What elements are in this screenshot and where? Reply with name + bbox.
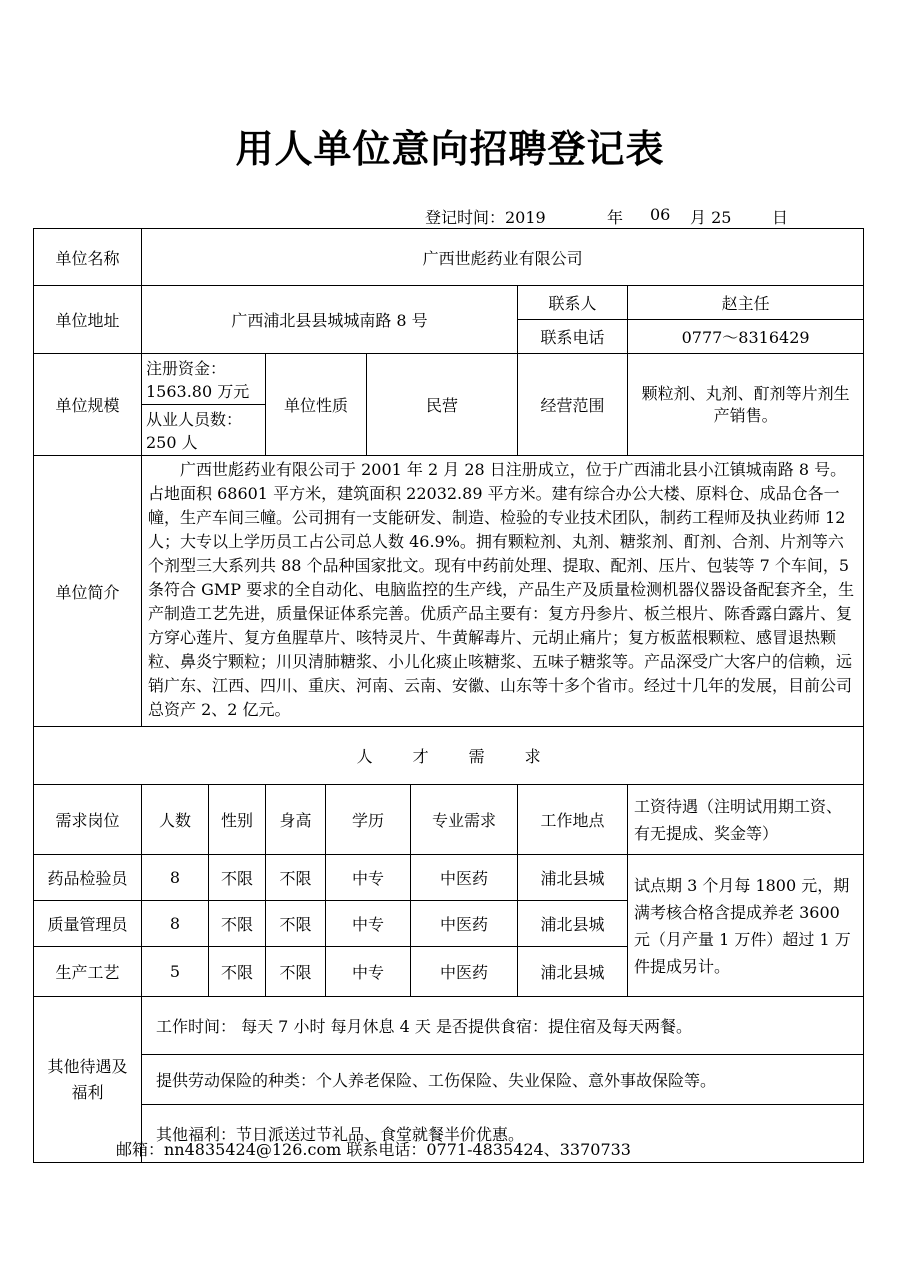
row-count: 8 xyxy=(142,855,209,901)
row-major: 中医药 xyxy=(411,855,518,901)
header-position: 需求岗位 xyxy=(34,785,142,855)
footer-contact: 邮箱：nn4835424@126.com 联系电话：0771-4835424、3370733 xyxy=(116,1140,631,1159)
business-scope: 颗粒剂、丸剂、酊剂等片剂生产销售。 xyxy=(628,354,864,456)
page-title: 用人单位意向招聘登记表 xyxy=(235,127,665,171)
unit-nature: 民营 xyxy=(367,354,518,456)
unit-nature-label: 单位性质 xyxy=(266,354,367,456)
row-gender: 不限 xyxy=(209,855,266,901)
unit-name-label: 单位名称 xyxy=(34,229,142,286)
salary-description: 试点期 3 个月每 1800 元，期满考核合格含提成养老 3600 元（月产量 1 万件）超过 1 万件提成另计。 xyxy=(628,855,864,997)
contact-person: 赵主任 xyxy=(628,286,864,320)
row-position: 生产工艺 xyxy=(34,947,142,997)
unit-address-label: 单位地址 xyxy=(34,286,142,354)
contact-label: 联系人 xyxy=(518,286,628,320)
row-count: 8 xyxy=(142,901,209,947)
registration-table xyxy=(33,228,864,1163)
row-height: 不限 xyxy=(266,947,326,997)
talent-section-title: 人才需求 xyxy=(34,727,864,785)
contact-phone: 0777～8316429 xyxy=(628,320,864,354)
row-height: 不限 xyxy=(266,855,326,901)
row-education: 中专 xyxy=(326,855,411,901)
header-education: 学历 xyxy=(326,785,411,855)
date-month: 06 xyxy=(650,205,671,224)
row-education: 中专 xyxy=(326,901,411,947)
row-position: 质量管理员 xyxy=(34,901,142,947)
unit-intro: 广西世彪药业有限公司于 2001 年 2 月 28 日注册成立，位于广西浦北县小江镇城南路 8 号。占地面积 68601 平方米，建筑面积 22032.89 平方米。建有综合办公大楼、原料仓、成品仓各一幢，生产车间三幢。公司拥有一支能研发、制造、检验的专业技术团队，制药工程师及执业药师 12 人；大专以上学历员工占公司总人数 46.9%。拥有颗粒剂、丸剂、糖浆剂、酊剂、合剂、片剂等六个剂型三大系列共 88 个品种国家批文。现有中药前处理、提取、配剂、压片、包装等 7 个车间，5 条符合 GMP 要求的全自动化、电脑监控的生产线，产品生产及质量检测机器仪器设备配套齐全，生产制造工艺先进，质量保证体系完善。优质产品主要有：复方丹参片、板兰根片、陈香露白露片、复方穿心莲片、复方鱼腥草片、咳特灵片、牛黄解毒片、元胡止痛片；复方板蓝根颗粒、感冒退热颗粒、鼻炎宁颗粒；川贝清肺糖浆、小儿化痰止咳糖浆、五味子糖浆等。产品深受广大客户的信赖，远销广东、江西、四川、重庆、河南、云南、安徽、山东等十多个省市。经过十几年的发展，目前公司总资产 2、2 亿元。 xyxy=(142,456,864,727)
employee-count: 从业人员数：250 人 xyxy=(142,405,266,456)
row-major: 中医药 xyxy=(411,947,518,997)
unit-name: 广西世彪药业有限公司 xyxy=(142,229,864,286)
registered-capital: 注册资金：1563.80 万元 xyxy=(142,354,266,405)
row-gender: 不限 xyxy=(209,901,266,947)
table-row xyxy=(34,855,864,901)
row-education: 中专 xyxy=(326,947,411,997)
unit-scale-label: 单位规模 xyxy=(34,354,142,456)
other-benefits: 其他福利：节日派送过节礼品、食堂就餐半价优惠。 xyxy=(142,1105,864,1163)
row-height: 不限 xyxy=(266,901,326,947)
row-location: 浦北县城 xyxy=(518,901,628,947)
row-major: 中医药 xyxy=(411,901,518,947)
header-salary: 工资待遇（注明试用期工资、有无提成、奖金等） xyxy=(628,785,864,855)
insurance-types: 提供劳动保险的种类：个人养老保险、工伤保险、失业保险、意外事故保险等。 xyxy=(142,1055,864,1105)
business-scope-label: 经营范围 xyxy=(518,354,628,456)
unit-intro-label: 单位简介 xyxy=(34,456,142,727)
work-time: 工作时间： 每天 7 小时 每月休息 4 天 是否提供食宿：提住宿及每天两餐。 xyxy=(142,997,864,1055)
date-year-sep: 年 xyxy=(607,208,624,227)
date-label: 登记时间：2019 xyxy=(425,208,546,227)
benefits-label: 其他待遇及福利 xyxy=(34,997,142,1163)
date-day-sep: 日 xyxy=(772,208,789,227)
row-gender: 不限 xyxy=(209,947,266,997)
unit-address: 广西浦北县县城城南路 8 号 xyxy=(142,286,518,354)
header-location: 工作地点 xyxy=(518,785,628,855)
header-gender: 性别 xyxy=(209,785,266,855)
row-count: 5 xyxy=(142,947,209,997)
row-location: 浦北县城 xyxy=(518,947,628,997)
phone-label: 联系电话 xyxy=(518,320,628,354)
row-location: 浦北县城 xyxy=(518,855,628,901)
header-major: 专业需求 xyxy=(411,785,518,855)
header-count: 人数 xyxy=(142,785,209,855)
row-position: 药品检验员 xyxy=(34,855,142,901)
date-month-sep: 月 25 xyxy=(690,208,732,227)
header-height: 身高 xyxy=(266,785,326,855)
